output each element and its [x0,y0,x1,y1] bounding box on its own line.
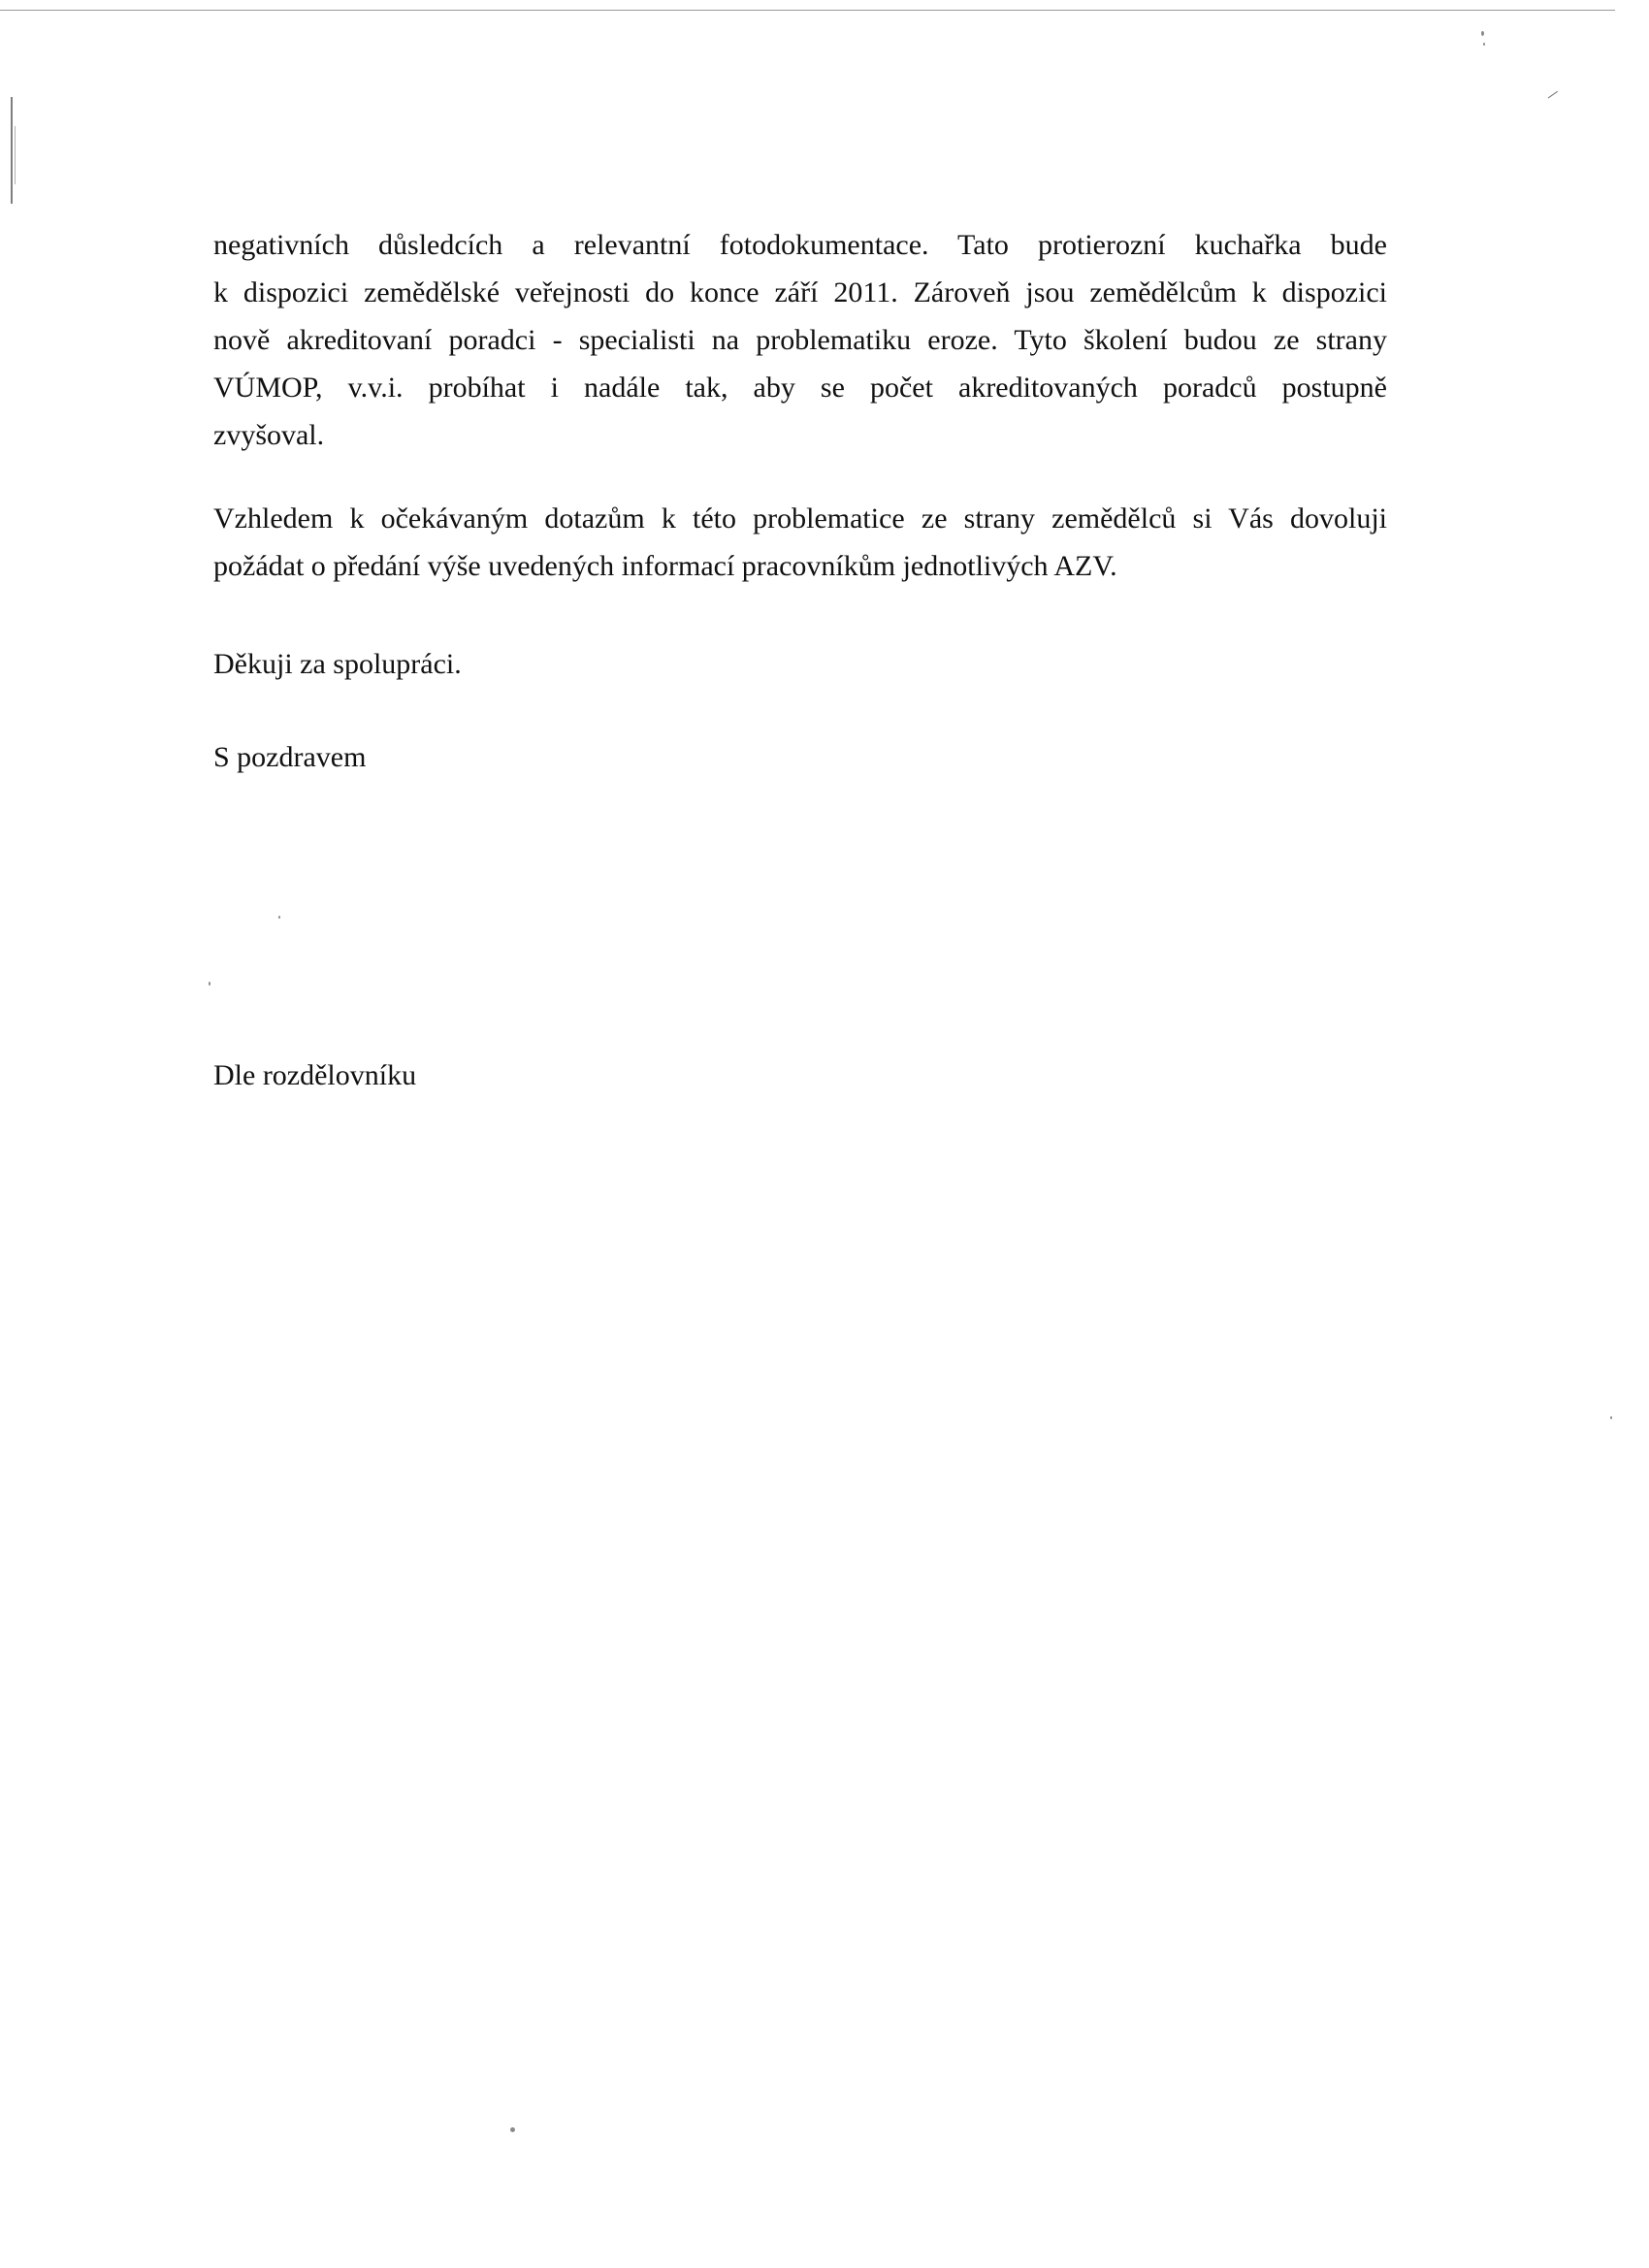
scan-speck [510,2127,515,2132]
scan-speck [1481,31,1484,36]
paragraph-line: Vzhledem k očekávaným dotazům k této problematice ze strany zemědělců si Vás dovoluji [213,502,1387,535]
paragraph-line: nově akreditovaní poradci - specialisti na problematiku eroze. Tyto školení budou ze strany [213,324,1387,356]
scan-speck [209,982,210,986]
body-paragraph-1 [213,221,1387,459]
body-paragraph-2 [213,495,1387,590]
paragraph-line: VÚMOP, v.v.i. probíhat i nadále tak, aby se počet akreditovaných poradců postupně [213,372,1387,404]
scan-speck [1483,43,1485,46]
thanks-line: Děkuji za spolupráci. [213,648,462,680]
paragraph-line: zvyšoval. [213,419,325,451]
scan-speck [1610,1416,1612,1419]
scan-left-edge-mark [11,97,13,204]
paragraph-line: požádat o předání výše uvedených informací pracovníkům jednotlivých AZV. [213,550,1117,582]
scan-left-edge-mark-secondary [15,126,16,184]
closing-greeting: S pozdravem [213,741,367,773]
paragraph-line: negativních důsledcích a relevantní fotodokumentace. Tato protierozní kuchařka bude [213,229,1387,261]
scan-edge-line [0,10,1615,11]
paragraph-line: k dispozici zemědělské veřejnosti do konce září 2011. Zároveň jsou zemědělcům k dispozici [213,276,1387,308]
scan-speck [278,916,280,919]
distribution-note: Dle rozdělovníku [213,1059,417,1091]
check-mark-icon [1542,83,1558,99]
